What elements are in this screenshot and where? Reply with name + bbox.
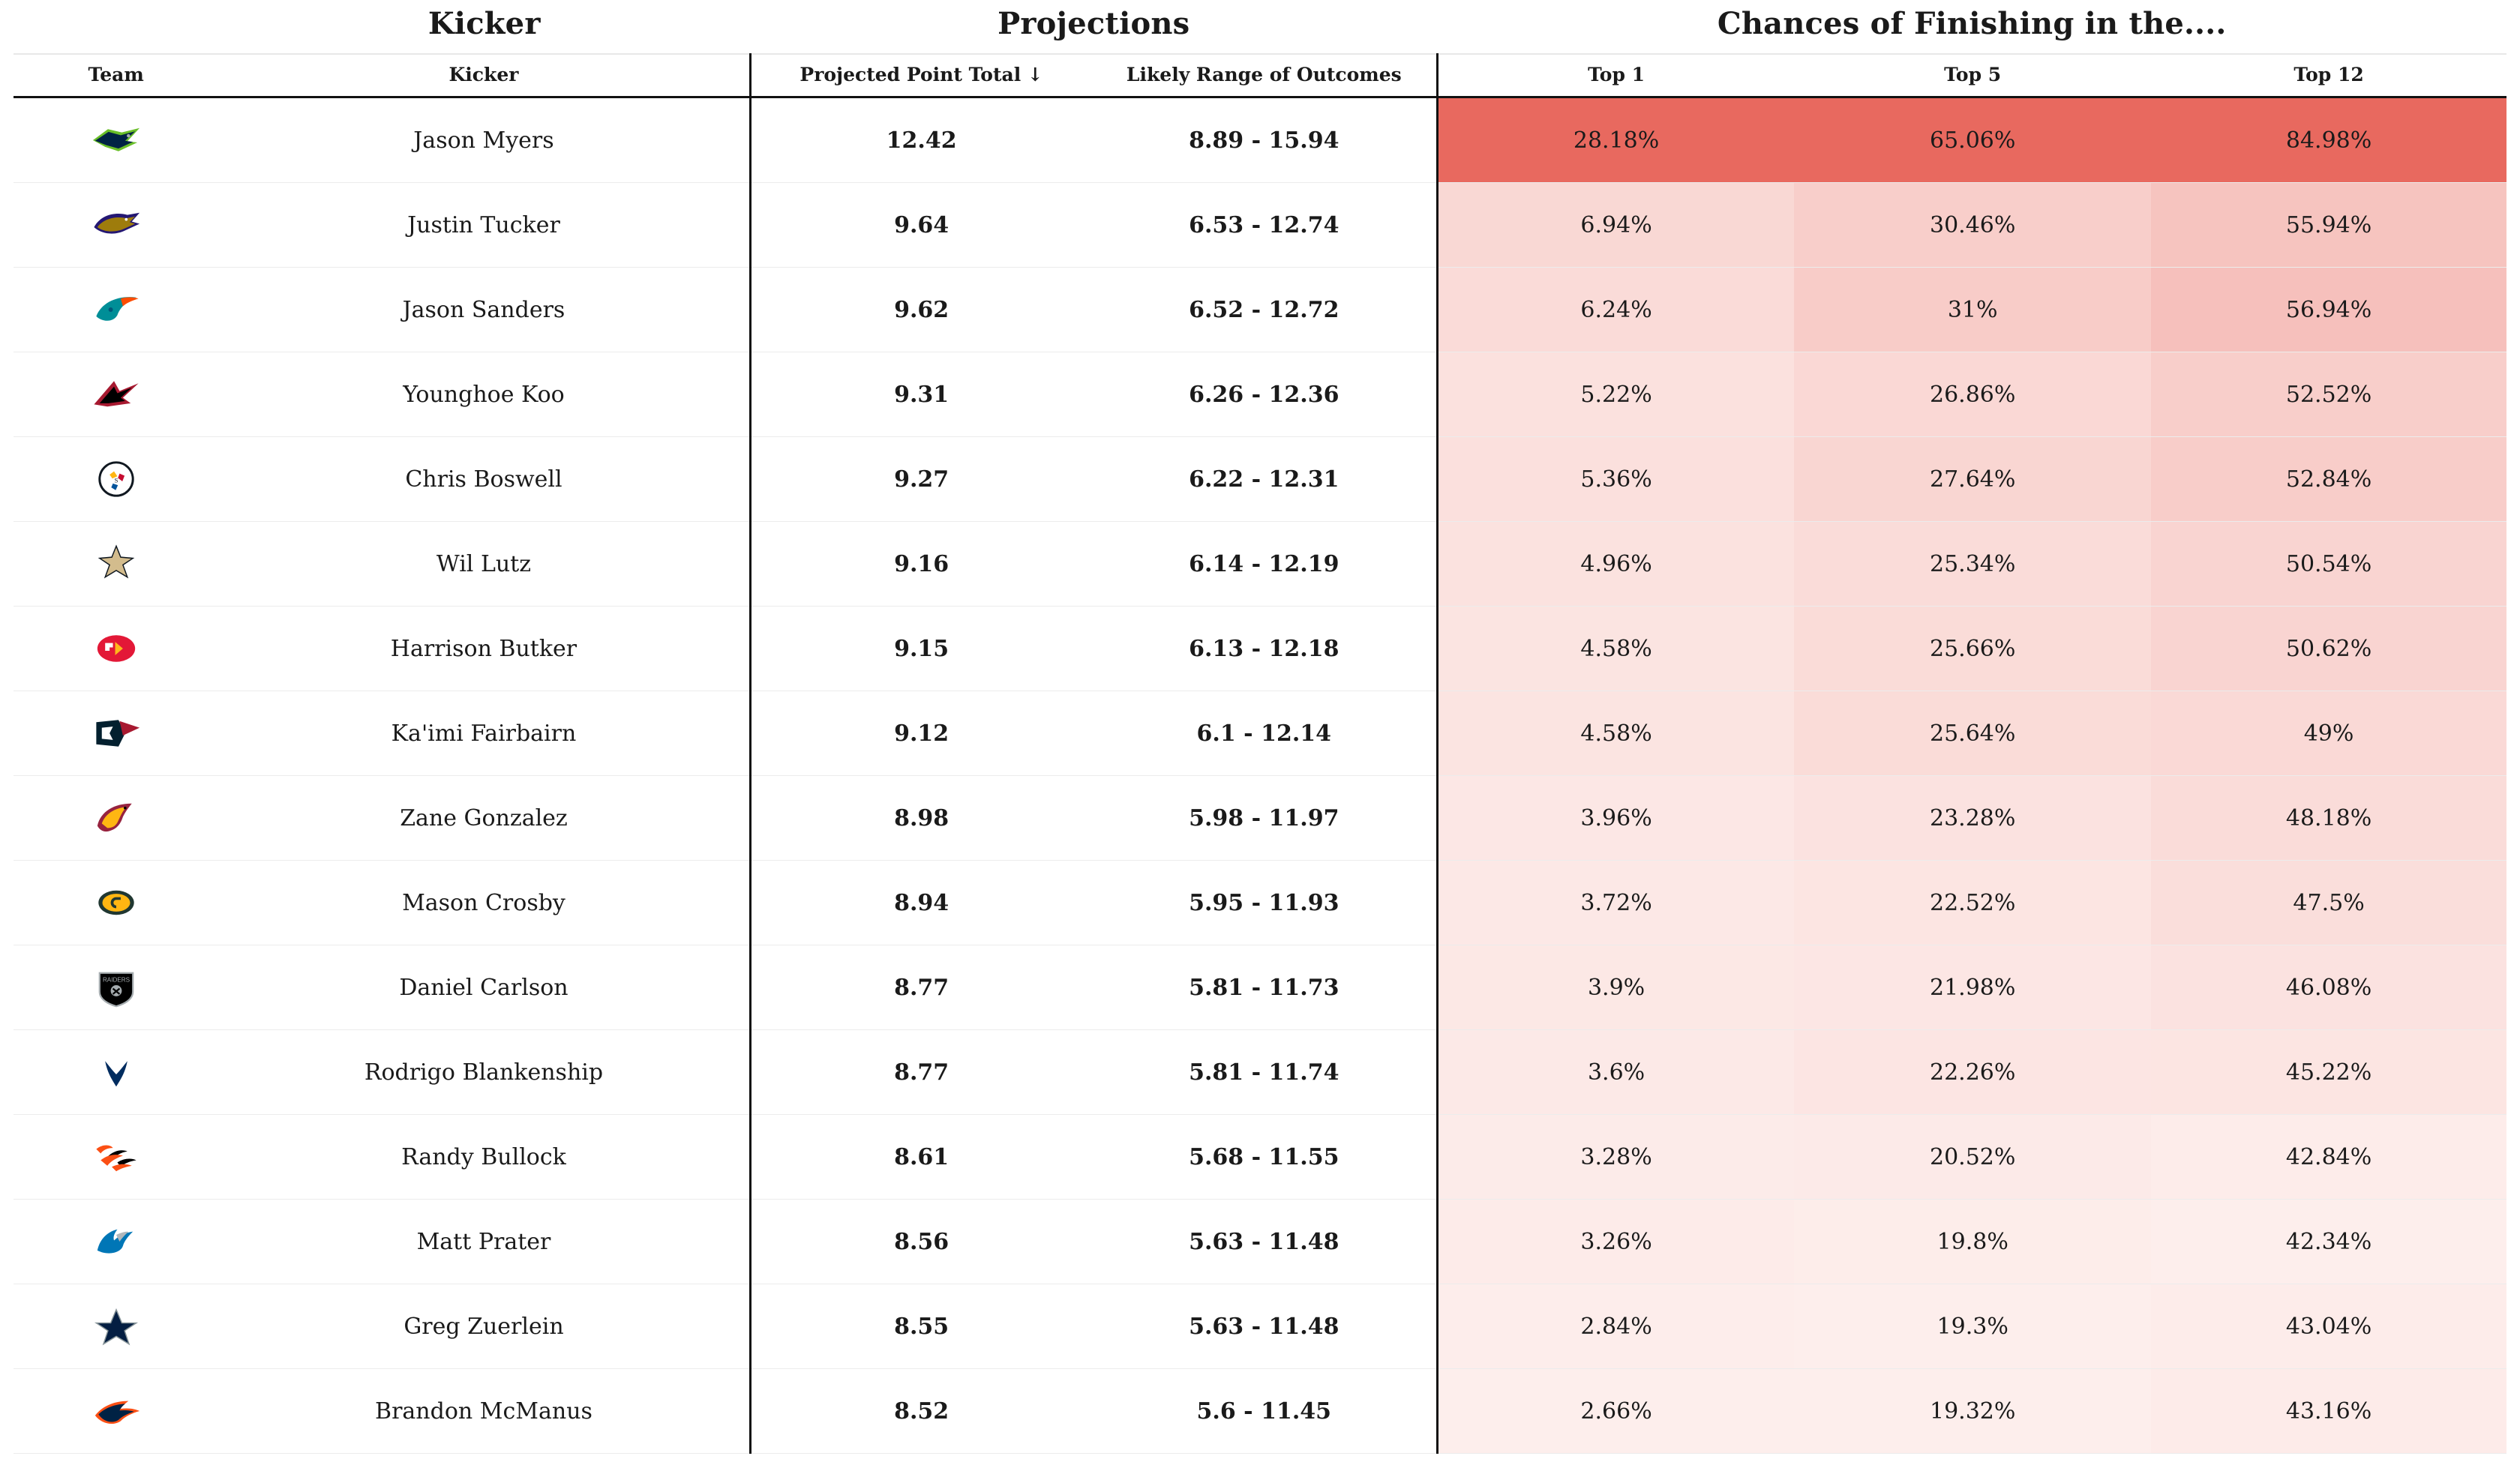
team-logo-cell <box>14 861 218 945</box>
top5-chance: 21.98% <box>1794 945 2151 1030</box>
team-logo-cell <box>14 97 218 183</box>
top1-chance: 4.58% <box>1437 691 1794 776</box>
top12-chance: 52.84% <box>2151 437 2506 522</box>
likely-range-of-outcomes: 6.14 - 12.19 <box>1092 522 1438 607</box>
projected-point-total: 9.16 <box>750 522 1092 607</box>
table-row <box>14 1200 2506 1284</box>
top5-chance: 19.8% <box>1794 1200 2151 1284</box>
team-logo-cell <box>14 183 218 268</box>
table-row <box>14 97 2506 183</box>
top5-chance: 25.64% <box>1794 691 2151 776</box>
projected-point-total: 8.52 <box>750 1369 1092 1454</box>
top12-chance: 45.22% <box>2151 1030 2506 1115</box>
table-row <box>14 607 2506 691</box>
top1-chance: 2.84% <box>1437 1284 1794 1369</box>
team-logo-cell <box>14 522 218 607</box>
column-header-team: Team <box>14 54 218 97</box>
team-logo-cell <box>14 691 218 776</box>
group-header-projections: Projections <box>998 6 1190 41</box>
top1-chance: 3.26% <box>1437 1200 1794 1284</box>
table-header <box>14 0 2506 97</box>
projected-point-total: 8.55 <box>750 1284 1092 1369</box>
top5-chance: 26.86% <box>1794 352 2151 437</box>
column-header-row <box>14 54 2506 97</box>
hou-logo-icon <box>14 711 218 756</box>
table-row <box>14 268 2506 352</box>
top5-chance: 22.52% <box>1794 861 2151 945</box>
kicker-name: Jason Myers <box>218 97 750 183</box>
top1-chance: 5.36% <box>1437 437 1794 522</box>
likely-range-of-outcomes: 5.98 - 11.97 <box>1092 776 1438 861</box>
likely-range-of-outcomes: 8.89 - 15.94 <box>1092 97 1438 183</box>
projected-point-total: 8.56 <box>750 1200 1092 1284</box>
top12-chance: 52.52% <box>2151 352 2506 437</box>
likely-range-of-outcomes: 5.95 - 11.93 <box>1092 861 1438 945</box>
projected-point-total: 9.12 <box>750 691 1092 776</box>
top1-chance: 3.96% <box>1437 776 1794 861</box>
likely-range-of-outcomes: 6.1 - 12.14 <box>1092 691 1438 776</box>
top5-chance: 20.52% <box>1794 1115 2151 1200</box>
kicker-name: Wil Lutz <box>218 522 750 607</box>
cin-logo-icon <box>14 1134 218 1179</box>
likely-range-of-outcomes: 5.63 - 11.48 <box>1092 1284 1438 1369</box>
likely-range-of-outcomes: 5.81 - 11.73 <box>1092 945 1438 1030</box>
kicker-name: Daniel Carlson <box>218 945 750 1030</box>
column-header-top5[interactable]: Top 5 <box>1794 54 2151 97</box>
top5-chance: 22.26% <box>1794 1030 2151 1115</box>
top5-chance: 19.3% <box>1794 1284 2151 1369</box>
top1-chance: 3.72% <box>1437 861 1794 945</box>
table-row <box>14 945 2506 1030</box>
kicker-name: Greg Zuerlein <box>218 1284 750 1369</box>
top5-chance: 30.46% <box>1794 183 2151 268</box>
projected-point-total: 8.98 <box>750 776 1092 861</box>
column-header-top1[interactable]: Top 1 <box>1437 54 1794 97</box>
top5-chance: 25.66% <box>1794 607 2151 691</box>
sea-logo-icon <box>14 118 218 163</box>
kicker-name: Mason Crosby <box>218 861 750 945</box>
table-row <box>14 183 2506 268</box>
no-logo-icon <box>14 541 218 586</box>
team-logo-cell <box>14 1115 218 1200</box>
table-row <box>14 1369 2506 1454</box>
team-logo-cell <box>14 437 218 522</box>
likely-range-of-outcomes: 5.63 - 11.48 <box>1092 1200 1438 1284</box>
table-row <box>14 691 2506 776</box>
top12-chance: 42.34% <box>2151 1200 2506 1284</box>
likely-range-of-outcomes: 5.68 - 11.55 <box>1092 1115 1438 1200</box>
top1-chance: 6.24% <box>1437 268 1794 352</box>
top12-chance: 56.94% <box>2151 268 2506 352</box>
team-logo-cell <box>14 1030 218 1115</box>
projected-point-total: 9.31 <box>750 352 1092 437</box>
top12-chance: 84.98% <box>2151 97 2506 183</box>
likely-range-of-outcomes: 6.52 - 12.72 <box>1092 268 1438 352</box>
top1-chance: 3.28% <box>1437 1115 1794 1200</box>
svg-text:S: S <box>114 476 118 484</box>
team-logo-cell <box>14 1200 218 1284</box>
kicker-name: Matt Prater <box>218 1200 750 1284</box>
table-body <box>14 97 2506 1454</box>
likely-range-of-outcomes: 6.53 - 12.74 <box>1092 183 1438 268</box>
top1-chance: 6.94% <box>1437 183 1794 268</box>
kicker-name: Harrison Butker <box>218 607 750 691</box>
projected-point-total: 9.62 <box>750 268 1092 352</box>
top1-chance: 2.66% <box>1437 1369 1794 1454</box>
column-header-projected-point-total[interactable]: Projected Point Total ↓ <box>750 54 1092 97</box>
top12-chance: 48.18% <box>2151 776 2506 861</box>
top12-chance: 46.08% <box>2151 945 2506 1030</box>
kicker-name: Younghoe Koo <box>218 352 750 437</box>
likely-range-of-outcomes: 5.81 - 11.74 <box>1092 1030 1438 1115</box>
dal-logo-icon <box>14 1304 218 1349</box>
table-row <box>14 1115 2506 1200</box>
ind-logo-icon <box>14 1050 218 1095</box>
top5-chance: 27.64% <box>1794 437 2151 522</box>
kicker-name: Randy Bullock <box>218 1115 750 1200</box>
table-row <box>14 1284 2506 1369</box>
det-logo-icon <box>14 1219 218 1264</box>
mia-logo-icon <box>14 287 218 332</box>
team-logo-cell <box>14 1284 218 1369</box>
lv-logo-icon <box>14 965 218 1010</box>
top12-chance: 42.84% <box>2151 1115 2506 1200</box>
top1-chance: 4.58% <box>1437 607 1794 691</box>
projected-point-total: 8.94 <box>750 861 1092 945</box>
projected-point-total: 12.42 <box>750 97 1092 183</box>
top5-chance: 31% <box>1794 268 2151 352</box>
projected-point-total: 9.27 <box>750 437 1092 522</box>
column-header-top12[interactable]: Top 12 <box>2151 54 2506 97</box>
top5-chance: 65.06% <box>1794 97 2151 183</box>
projected-point-total: 8.77 <box>750 945 1092 1030</box>
likely-range-of-outcomes: 6.26 - 12.36 <box>1092 352 1438 437</box>
likely-range-of-outcomes: 6.13 - 12.18 <box>1092 607 1438 691</box>
top12-chance: 43.16% <box>2151 1369 2506 1454</box>
table-row <box>14 522 2506 607</box>
top12-chance: 55.94% <box>2151 183 2506 268</box>
bal-logo-icon <box>14 202 218 247</box>
team-logo-cell <box>14 945 218 1030</box>
top5-chance: 23.28% <box>1794 776 2151 861</box>
kicker-name: Rodrigo Blankenship <box>218 1030 750 1115</box>
group-header-row <box>14 0 2506 54</box>
top12-chance: 49% <box>2151 691 2506 776</box>
table-row <box>14 861 2506 945</box>
group-header-kicker: Kicker <box>428 6 541 41</box>
table-row <box>14 776 2506 861</box>
top5-chance: 19.32% <box>1794 1369 2151 1454</box>
projected-point-total: 9.64 <box>750 183 1092 268</box>
kicker-name: Zane Gonzalez <box>218 776 750 861</box>
top1-chance: 4.96% <box>1437 522 1794 607</box>
group-header-chances: Chances of Finishing in the.... <box>1717 6 2227 41</box>
column-header-kicker[interactable]: Kicker <box>218 54 750 97</box>
top1-chance: 3.9% <box>1437 945 1794 1030</box>
top1-chance: 28.18% <box>1437 97 1794 183</box>
top12-chance: 50.54% <box>2151 522 2506 607</box>
team-logo-cell <box>14 607 218 691</box>
gb-logo-icon <box>14 880 218 925</box>
den-logo-icon <box>14 1389 218 1434</box>
column-header-likely-range[interactable]: Likely Range of Outcomes <box>1092 54 1438 97</box>
team-logo-cell <box>14 352 218 437</box>
projected-point-total: 8.77 <box>750 1030 1092 1115</box>
projected-point-total: 9.15 <box>750 607 1092 691</box>
ari-logo-icon <box>14 795 218 840</box>
top1-chance: 5.22% <box>1437 352 1794 437</box>
atl-logo-icon <box>14 372 218 417</box>
top12-chance: 47.5% <box>2151 861 2506 945</box>
likely-range-of-outcomes: 6.22 - 12.31 <box>1092 437 1438 522</box>
likely-range-of-outcomes: 5.6 - 11.45 <box>1092 1369 1438 1454</box>
group-header-blank <box>14 0 218 54</box>
top12-chance: 43.04% <box>2151 1284 2506 1369</box>
top1-chance: 3.6% <box>1437 1030 1794 1115</box>
table-row <box>14 1030 2506 1115</box>
pit-logo-icon <box>14 457 218 502</box>
kicker-name: Jason Sanders <box>218 268 750 352</box>
kicker-name: Brandon McManus <box>218 1369 750 1454</box>
top5-chance: 25.34% <box>1794 522 2151 607</box>
kicker-name: Justin Tucker <box>218 183 750 268</box>
top12-chance: 50.62% <box>2151 607 2506 691</box>
team-logo-cell <box>14 268 218 352</box>
projected-point-total: 8.61 <box>750 1115 1092 1200</box>
team-logo-cell <box>14 776 218 861</box>
svg-text:RAIDERS: RAIDERS <box>102 976 130 984</box>
table-row <box>14 352 2506 437</box>
table-row <box>14 437 2506 522</box>
kc-logo-icon <box>14 626 218 671</box>
kicker-projections-table <box>14 0 2506 1454</box>
kicker-name: Chris Boswell <box>218 437 750 522</box>
team-logo-cell <box>14 1369 218 1454</box>
kicker-name: Ka'imi Fairbairn <box>218 691 750 776</box>
